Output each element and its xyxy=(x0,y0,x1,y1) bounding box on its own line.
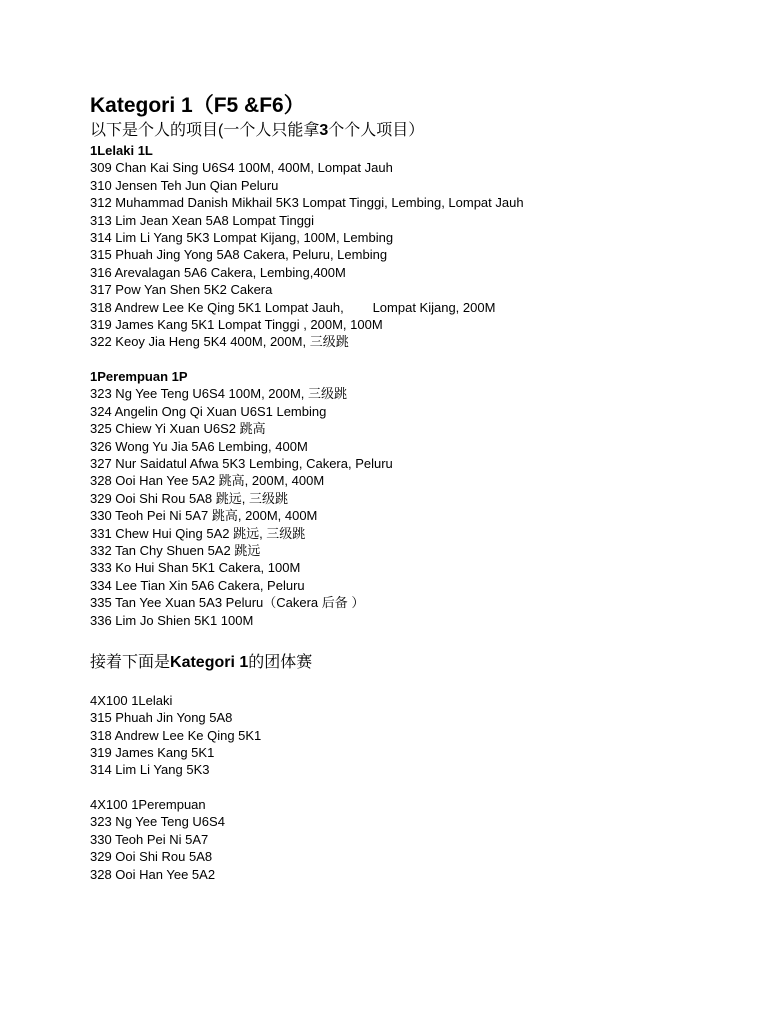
list-item: 333 Ko Hui Shan 5K1 Cakera, 100M xyxy=(90,560,301,576)
list-item: 319 James Kang 5K1 xyxy=(90,744,215,760)
list-item: 314 Lim Li Yang 5K3 Lompat Kijang, 100M, Lembing xyxy=(90,229,394,245)
list-item: 326 Wong Yu Jia 5A6 Lembing, 400M xyxy=(90,438,308,454)
list-item: 327 Nur Saidatul Afwa 5K3 Lembing, Cakera, Peluru xyxy=(90,456,393,472)
team-heading-text-end: 的团体赛 xyxy=(248,654,313,672)
spacer xyxy=(90,351,750,368)
list-item: 323 Ng Yee Teng U6S4 xyxy=(90,814,225,830)
section-heading-girls: 1Perempuan 1P xyxy=(90,369,188,385)
spacer xyxy=(90,674,750,691)
list-item: 331 Chew Hui Qing 5A2 跳远, 三级跳 xyxy=(90,525,306,541)
list-item: 310 Jensen Teh Jun Qian Peluru xyxy=(90,177,279,193)
list-item: 317 Pow Yan Shen 5K2 Cakera xyxy=(90,282,273,298)
list-item: 325 Chiew Yi Xuan U6S2 跳高 xyxy=(90,421,266,437)
relay-girls-heading: 4X100 1Perempuan xyxy=(90,797,206,813)
list-item: 315 Phuah Jing Yong 5A8 Cakera, Peluru, Lembing xyxy=(90,247,388,263)
boys-entry-list xyxy=(90,159,750,350)
list-item: 328 Ooi Han Yee 5A2 跳高, 200M, 400M xyxy=(90,473,325,489)
list-item: 328 Ooi Han Yee 5A2 xyxy=(90,866,216,882)
page-subtitle xyxy=(90,120,750,142)
list-item: 315 Phuah Jin Yong 5A8 xyxy=(90,710,233,726)
list-item: 319 James Kang 5K1 Lompat Tinggi , 200M, 100M xyxy=(90,316,383,332)
subtitle-number: 3 xyxy=(319,122,329,139)
team-heading-category: Kategori 1 xyxy=(170,654,249,672)
list-item: 336 Lim Jo Shien 5K1 100M xyxy=(90,612,254,628)
relay-boys-list xyxy=(90,709,750,779)
list-item: 318 Andrew Lee Ke Qing 5K1 xyxy=(90,727,262,743)
list-item: 330 Teoh Pei Ni 5A7 跳高, 200M, 400M xyxy=(90,508,318,524)
list-item: 316 Arevalagan 5A6 Cakera, Lembing,400M xyxy=(90,264,346,280)
subtitle-text-start: 以下是个人的项目(一个人只能拿 xyxy=(90,122,320,139)
spacer xyxy=(90,629,750,646)
list-item: 332 Tan Chy Shuen 5A2 跳远 xyxy=(90,542,261,558)
relay-girls-list xyxy=(90,813,750,883)
list-item: 322 Keoy Jia Heng 5K4 400M, 200M, 三级跳 xyxy=(90,334,349,350)
section-heading-boys: 1Lelaki 1L xyxy=(90,143,153,158)
list-item: 329 Ooi Shi Rou 5A8 xyxy=(90,849,213,865)
spacer xyxy=(90,779,750,796)
page-title: Kategori 1（F5 &F6） xyxy=(90,94,305,117)
list-item: 330 Teoh Pei Ni 5A7 xyxy=(90,831,209,847)
girls-entry-list xyxy=(90,385,750,628)
list-item: 335 Tan Yee Xuan 5A3 Peluru（Cakera 后备 ） xyxy=(90,595,365,611)
team-events-heading xyxy=(90,652,750,674)
document-page xyxy=(90,92,750,883)
subtitle-text-end: 个个人项目） xyxy=(328,122,425,139)
list-item: 314 Lim Li Yang 5K3 xyxy=(90,762,210,778)
list-item: 334 Lee Tian Xin 5A6 Cakera, Peluru xyxy=(90,577,305,593)
list-item: 309 Chan Kai Sing U6S4 100M, 400M, Lompat Jauh xyxy=(90,160,393,176)
relay-boys-heading: 4X100 1Lelaki xyxy=(90,692,173,708)
list-item: 329 Ooi Shi Rou 5A8 跳远, 三级跳 xyxy=(90,490,288,506)
list-item: 318 Andrew Lee Ke Qing 5K1 Lompat Jauh, Lompat Kijang, 200M xyxy=(90,299,496,315)
team-heading-text-start: 接着下面是 xyxy=(90,654,171,672)
list-item: 313 Lim Jean Xean 5A8 Lompat Tinggi xyxy=(90,212,315,228)
list-item: 323 Ng Yee Teng U6S4 100M, 200M, 三级跳 xyxy=(90,386,348,402)
list-item: 324 Angelin Ong Qi Xuan U6S1 Lembing xyxy=(90,403,327,419)
list-item: 312 Muhammad Danish Mikhail 5K3 Lompat Tinggi, Lembing, Lompat Jauh xyxy=(90,195,524,211)
